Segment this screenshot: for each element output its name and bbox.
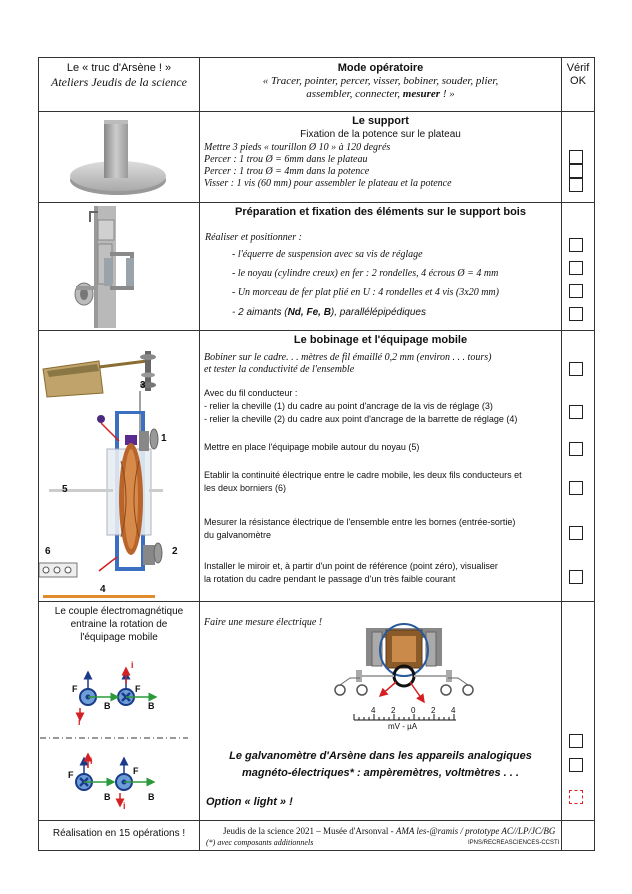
couple-label-i: i [131, 660, 134, 670]
grid-row1-bottom [38, 111, 595, 112]
checkbox[interactable] [569, 178, 583, 192]
couple-label-F: F [72, 684, 78, 694]
diagram-label-2: 2 [172, 546, 178, 557]
preparation-item: - le noyau (cylindre creux) en fer : 2 rondelles, 4 écrous Ø = 4 mm [232, 268, 499, 279]
grid-top [38, 57, 595, 58]
support-line: Mettre 3 pieds « tourillon Ø 10 » à 120 degrés [204, 142, 391, 153]
couple-label-i: i [78, 717, 81, 727]
couple-label-B: B [148, 792, 155, 802]
bobinage-step-1: Bobiner sur le cadre. . . mètres de fil émaillé 0,2 mm (environ . . . tours) et tester la conductivité de l'ensemble [204, 352, 492, 375]
support-image [65, 116, 171, 200]
preparation-image [70, 206, 150, 328]
grid-col2 [561, 57, 562, 851]
bobinage-step-4: Etablir la continuité électrique entre le cadre mobile, les deux fils conducteurs et les deux borniers (6) [204, 470, 522, 493]
header-middle [200, 62, 561, 101]
diagram-label-6: 6 [45, 546, 51, 557]
preparation-intro: Réaliser et positionner : [205, 232, 302, 243]
checkbox[interactable] [569, 570, 583, 584]
bobinage-diagram [39, 331, 199, 601]
checkbox[interactable] [569, 307, 583, 321]
grid-row2-bottom [38, 202, 595, 203]
checkbox[interactable] [569, 150, 583, 164]
preparation-title: Préparation et fixation des éléments sur le support bois [235, 206, 526, 218]
header-mid-title: Mode opératoire [337, 62, 424, 74]
header-mid-sub-1: « Tracer, pointer, percer, visser, bobiner, souder, plier, [262, 75, 499, 87]
diagram-label-5: 5 [62, 484, 68, 495]
preparation-item-magnets: - 2 aimants (Nd, Fe, B), parallélépipédiques [232, 307, 426, 318]
grid-row5-bottom [38, 820, 595, 821]
couple-label-B: B [104, 792, 111, 802]
bobinage-step-5: Mesurer la résistance électrique de l'ensemble entre les bornes (entrée-sortie) du galvanomètre [204, 517, 516, 540]
footer-middle: Jeudis de la science 2021 – Musée d'Arsonval - AMA les-@ramis / prototype AC//LP/JC/BG [223, 826, 556, 836]
scale-tick-label: 4 [451, 706, 456, 715]
checkbox[interactable] [569, 526, 583, 540]
header-right-sub: OK [570, 75, 586, 87]
header-left-title: Le « truc d'Arsène ! » [66, 62, 172, 74]
scale-tick-label: 2 [431, 706, 436, 715]
grid-col1 [199, 57, 200, 851]
footer-note: (*) avec composants additionnels [206, 838, 314, 847]
couple-label-F: F [68, 770, 74, 780]
bobinage-step-2: Avec du fil conducteur : - relier la cheville (1) du cadre au point d'ancrage de la vis de réglage (3) - relier la cheville (2) du cadre aux point d'ancrage de la barrette de réglage (4) [204, 388, 518, 424]
bobinage-step-3: Mettre en place l'équipage mobile autour du noyau (5) [204, 442, 420, 452]
couple-diagram [40, 660, 198, 810]
support-line: Visser : 1 vis (60 mm) pour assembler le plateau et la potence [204, 178, 452, 189]
scale-tick-label: 2 [391, 706, 396, 715]
grid-bottom [38, 850, 595, 851]
checkbox[interactable] [569, 362, 583, 376]
footer-left: Réalisation en 15 opérations ! [52, 828, 186, 839]
checkbox[interactable] [569, 284, 583, 298]
scale-unit: mV - µA [388, 722, 418, 731]
checkbox[interactable] [569, 405, 583, 419]
checkbox[interactable] [569, 481, 583, 495]
support-subtitle: Fixation de la potence sur le plateau [300, 129, 461, 140]
support-line: Percer : 1 trou Ø = 4mm dans la potence [204, 166, 370, 177]
diagram-label-1: 1 [161, 433, 167, 444]
diagram-label-3: 3 [140, 380, 146, 391]
header-left [39, 62, 199, 89]
checkbox[interactable] [569, 758, 583, 772]
option-light: Option « light » ! [206, 796, 293, 808]
grid-row4-bottom [38, 601, 595, 602]
preparation-item: - Un morceau de fer plat plié en U : 4 rondelles et 4 vis (3x20 mm) [232, 287, 499, 298]
header-right [562, 62, 594, 88]
header-mid-sub-2: assembler, connecter, mesurer ! » [306, 88, 455, 100]
checkbox-optional[interactable] [569, 790, 583, 804]
couple-title: Le couple électromagnétique entraine la rotation de l'équipage mobile [54, 606, 184, 643]
checkbox[interactable] [569, 734, 583, 748]
bobinage-title: Le bobinage et l'équipage mobile [293, 334, 468, 346]
support-lines [204, 142, 559, 190]
header-right-title: Vérif [566, 62, 590, 74]
couple-label-i: i [123, 801, 126, 811]
checkbox[interactable] [569, 238, 583, 252]
scale-tick-label: 0 [411, 706, 416, 715]
checkbox[interactable] [569, 442, 583, 456]
preparation-item: - l'équerre de suspension avec sa vis de réglage [232, 249, 423, 260]
couple-label-B: B [148, 701, 155, 711]
mesure-intro: Faire une mesure électrique ! [204, 617, 323, 628]
bobinage-step-6: Installer le miroir et, à partir d'un point de référence (point zéro), visualiser la rotation du cadre pendant le passage d'un très faible courant [204, 561, 498, 584]
couple-label-F: F [135, 684, 141, 694]
support-line: Percer : 1 trou Ø = 6mm dans le plateau [204, 154, 368, 165]
checkbox[interactable] [569, 164, 583, 178]
couple-label-B: B [104, 701, 111, 711]
scale-tick-label: 4 [371, 706, 376, 715]
footer-code: IPNS/RECREASCIENCES-CCSTI [468, 840, 560, 846]
couple-label-i: i [90, 756, 93, 766]
grid-right [594, 57, 595, 851]
galvanometer-diagram [330, 620, 480, 730]
couple-label-F: F [133, 766, 139, 776]
galva-caption: Le galvanomètre d'Arsène dans les appareils analogiques magnéto-électriques* : ampèremètres, voltmètres . . . [229, 750, 532, 779]
support-title: Le support [352, 115, 409, 127]
header-left-subtitle: Ateliers Jeudis de la science [51, 75, 187, 89]
checkbox[interactable] [569, 261, 583, 275]
diagram-label-4: 4 [100, 584, 106, 595]
